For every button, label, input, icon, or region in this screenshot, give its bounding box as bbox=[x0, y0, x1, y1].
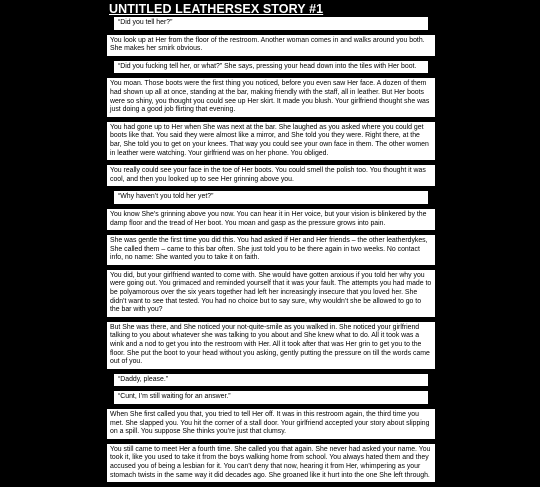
paragraph-box: You still came to meet Her a fourth time. She called you that again. She never had asked your name. You took it, like you used to take it from the boys walking home from school. You always hated them and they accused you of being a lesbian for it. You can’t deny that now, hearing it from Her, whimpering as your stomach twists in the same way it did decades ago. She groaned like it hurt into the one She left through. bbox=[107, 444, 435, 482]
paragraph-box: You moan. Those boots were the first thing you noticed, before you even saw Her face. A dozen of them had shown up all at once, standing at the bar, making friendly with the staff, all in leather. But Her boots were so shiny, you thought you could see up Her skirt. It made you blush. Your girlfriend thought she was just doing a good job flirting that evening. bbox=[107, 78, 435, 116]
paragraph-box: You really could see your face in the toe of Her boots. You could smell the polish too. You thought it was cool, and then you looked up to see Her grinning above you. bbox=[107, 165, 435, 186]
paragraph-box: You know She’s grinning above you now. You can hear it in Her voice, but your vision is blinkered by the damp floor and the tread of Her boot. You moan and gasp as the pressure grows into pain. bbox=[107, 209, 435, 230]
paragraph-box: You did, but your girlfriend wanted to come with. She would have gotten anxious if you told her why you were going out. You grimaced and reminded yourself that it was your fault. The attempts you had made to be polyamorous over the six years together had left her increasingly insecure that you loved her. She didn’t want to see that tested. You had no choice but to say sure, why wouldn’t she be allowed to go to the bar with you? bbox=[107, 270, 435, 317]
dialogue-box: “Why haven’t you told her yet?” bbox=[114, 191, 428, 204]
paragraph-box: She was gentle the first time you did this. You had asked if Her and Her friends – the other leatherdykes, She called them – came to this bar often. She just told you to be there again in two weeks. No contact info, no name: She wanted you to take it on faith. bbox=[107, 235, 435, 265]
paragraph-box: But She was there, and She noticed your not-quite-smile as you walked in. She noticed your girlfriend talking to you about whatever she was talking to you about and She knew what to do. All it took was a wink and a nod to get you into the restroom with Her. All it took after that was Her grin to get you to the floor. She put the boot to your head without you asking, gently putting the pressure on till the words came out of you. bbox=[107, 322, 435, 369]
paragraph-box: You had gone up to Her when She was next at the bar. She laughed as you asked where you could get boots like that. You said they were almost like a mirror, and She told you they were. Right there, at the bar, She told you to get on your knees. That way you could see your own face in them. The other women in leather were watching. Your girlfriend was on her phone. You obliged. bbox=[107, 122, 435, 160]
dialogue-box: “Did you fucking tell her, or what?” She says, pressing your head down into the tiles with Her boot. bbox=[114, 61, 428, 74]
dialogue-box: “Cunt, I’m still waiting for an answer.” bbox=[114, 391, 428, 404]
story-title: UNTITLED LEATHERSEX STORY #1 bbox=[109, 2, 324, 16]
paragraph-box: When She first called you that, you tried to tell Her off. It was in this restroom again, the third time you met. She slapped you. You hit the corner of a stall door. Your girlfriend accepted your story about slipping on a spill. You suppose She thinks you’re just that clumsy. bbox=[107, 409, 435, 439]
dialogue-box: “Did you tell her?” bbox=[114, 17, 428, 30]
paragraph-box: You look up at Her from the floor of the restroom. Another woman comes in and walks around you both. She makes her smirk obvious. bbox=[107, 35, 435, 56]
dialogue-box: “Daddy, please.” bbox=[114, 374, 428, 387]
story-body bbox=[107, 17, 435, 487]
